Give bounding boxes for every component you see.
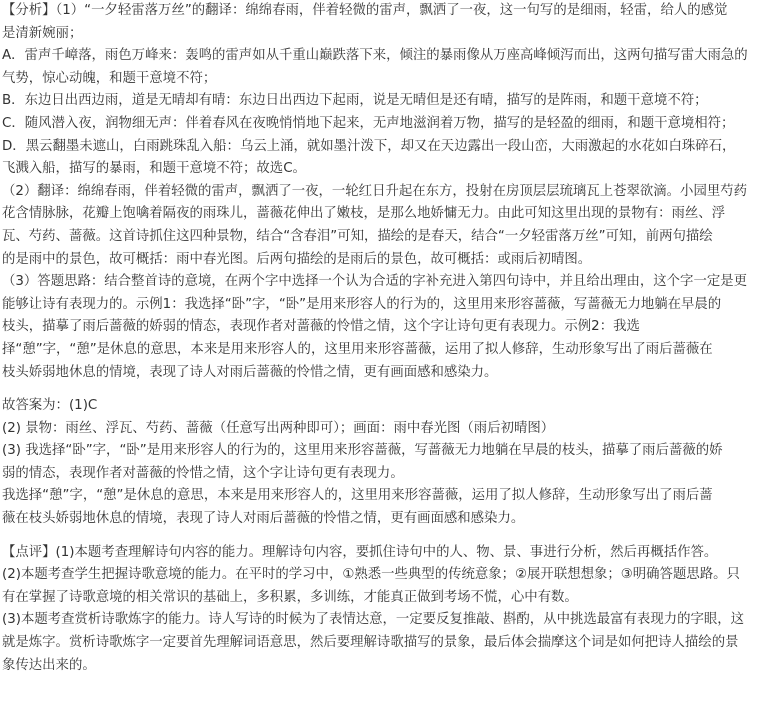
analysis-line: 枝头，描摹了雨后蔷薇的娇弱的情态，表现作者对蔷薇的怜惜之情，这个字让诗句更有表现力。示例2：我选 [2, 319, 640, 335]
comment-line: 【点评】(1)本题考查理解诗句内容的能力。理解诗句内容，要抓住诗句中的人、物、景、事进行分析，然后再概括作答。 [2, 544, 718, 560]
answer-line: 故答案为：(1)C [2, 398, 98, 414]
analysis-line: 枝头娇弱地休息的情境，表现了诗人对雨后蔷薇的怜惜之情，更有画面感和感染力。 [2, 364, 498, 380]
section-spacer [2, 384, 778, 395]
comment-line: (2)本题考查学生把握诗歌意境的能力。在平时的学习中，①熟悉一些典型的传统意象；②展开联想想象；③明确答题思路。只 [2, 567, 740, 583]
comment-line: 就是炼字。赏析诗歌炼字一定要首先理解词语意思，然后要理解诗歌描写的景象，最后体会揣摩这个词是如何把诗人描绘的景 [2, 635, 739, 651]
analysis-line: 气势，惊心动魄，和题干意境不符； [2, 70, 217, 86]
answer-line: (3) 我选择“卧”字，“卧”是用来形容人的行为的，这里用来形容蔷薇，写蔷薇无力地躺在早晨的枝头，描摹了雨后蔷薇的娇 [2, 443, 723, 459]
analysis-line: （3）答题思路：结合整首诗的意境，在两个字中选择一个认为合适的字补充进入第四句诗中，并且给出理由，这个字一定是更 [2, 274, 747, 290]
analysis-line: A．雷声千嶂落，雨色万峰来：轰鸣的雷声如从千重山巅跌落下来，倾注的暴雨像从万座高峰倾泻而出，这两句描写雷大雨急的 [2, 48, 748, 64]
analysis-line: 【分析】（1）“一夕轻雷落万丝”的翻译：绵绵春雨，伴着轻微的雷声，飘洒了一夜，这一句写的是细雨，轻雷，给人的感觉 [2, 3, 728, 18]
analysis-line: C．随风潜入夜，润物细无声：伴着春风在夜晚悄悄地下起来，无声地滋润着万物，描写的是轻盈的细雨，和题干意境相符； [2, 115, 735, 131]
analysis-line: （2）翻译：绵绵春雨，伴着轻微的雷声，飘洒了一夜，一轮红日升起在东方，投射在房顶层层琉璃瓦上苍翠欲滴。小园里芍药 [2, 183, 747, 199]
answer-line: (2) 景物：雨丝、浮瓦、芍药、蔷薇（任意写出两种即可）；画面：雨中春光图（雨后初晴图） [2, 420, 555, 436]
analysis-line: 择“憩”字，“憩”是休息的意思，本来是用来形容人的，这里用来形容蔷薇，运用了拟人修辞，生动形象写出了雨后蔷薇在 [2, 341, 713, 357]
analysis-line: 是清新婉丽； [2, 25, 83, 41]
analysis-section [2, 0, 778, 384]
answer-line: 薇在枝头娇弱地休息的情境，表现了诗人对雨后蔷薇的怜惜之情，更有画面感和感染力。 [2, 511, 525, 527]
comment-section [2, 542, 778, 678]
answer-line: 弱的情态，表现作者对蔷薇的怜惜之情，这个字让诗句更有表现力。 [2, 465, 404, 481]
answer-line: 我选择“憩”字，“憩”是休息的意思，本来是用来形容人的，这里用来形容蔷薇，运用了拟人修辞，生动形象写出了雨后蔷 [2, 488, 713, 504]
analysis-line: 的是雨中的景色，故可概括：雨中春光图。后两句描绘的是雨后的景色，故可概括：或雨后初晴图。 [2, 251, 592, 267]
answer-section [2, 395, 778, 531]
section-spacer [2, 531, 778, 542]
analysis-line: 瓦、芍药、蔷薇。这首诗抓住这四种景物，结合“含春泪”可知，描绘的是春天，结合“一夕轻雷落万丝”可知，前两句描绘 [2, 228, 713, 244]
analysis-line: 飞溅入船，描写的暴雨，和题干意境不符；故选C。 [2, 161, 306, 177]
analysis-line: D．黑云翻墨未遮山，白雨跳珠乱入船：乌云上涌，就如墨汁泼下，却又在天边露出一段山峦，大雨激起的水花如白珠碎石， [2, 138, 736, 154]
comment-line: 象传达出来的。 [2, 657, 96, 673]
comment-line: (3)本题考查赏析诗歌炼字的能力。诗人写诗的时候为了表情达意，一定要反复推敲、斟酌，从中挑选最富有表现力的字眼，这 [2, 612, 745, 628]
comment-line: 有在掌握了诗歌意境的相关常识的基础上，多积累，多训练，才能真正做到考场不慌，心中有数。 [2, 589, 578, 605]
analysis-line: B．东边日出西边雨，道是无晴却有晴：东边日出西边下起雨，说是无晴但是还有晴，描写的是阵雨，和题干意境不符； [2, 93, 708, 109]
analysis-line: 能够让诗有表现力的。示例1：我选择“卧”字，“卧”是用来形容人的行为的，这里用来形容蔷薇，写蔷薇无力地躺在早晨的 [2, 296, 722, 312]
solution-document [2, 0, 778, 677]
analysis-line: 花含情脉脉，花瓣上饱噙着隔夜的雨珠儿，蔷薇花伸出了嫩枝，是那么地娇慵无力。由此可知这里出现的景物有：雨丝、浮 [2, 206, 726, 222]
